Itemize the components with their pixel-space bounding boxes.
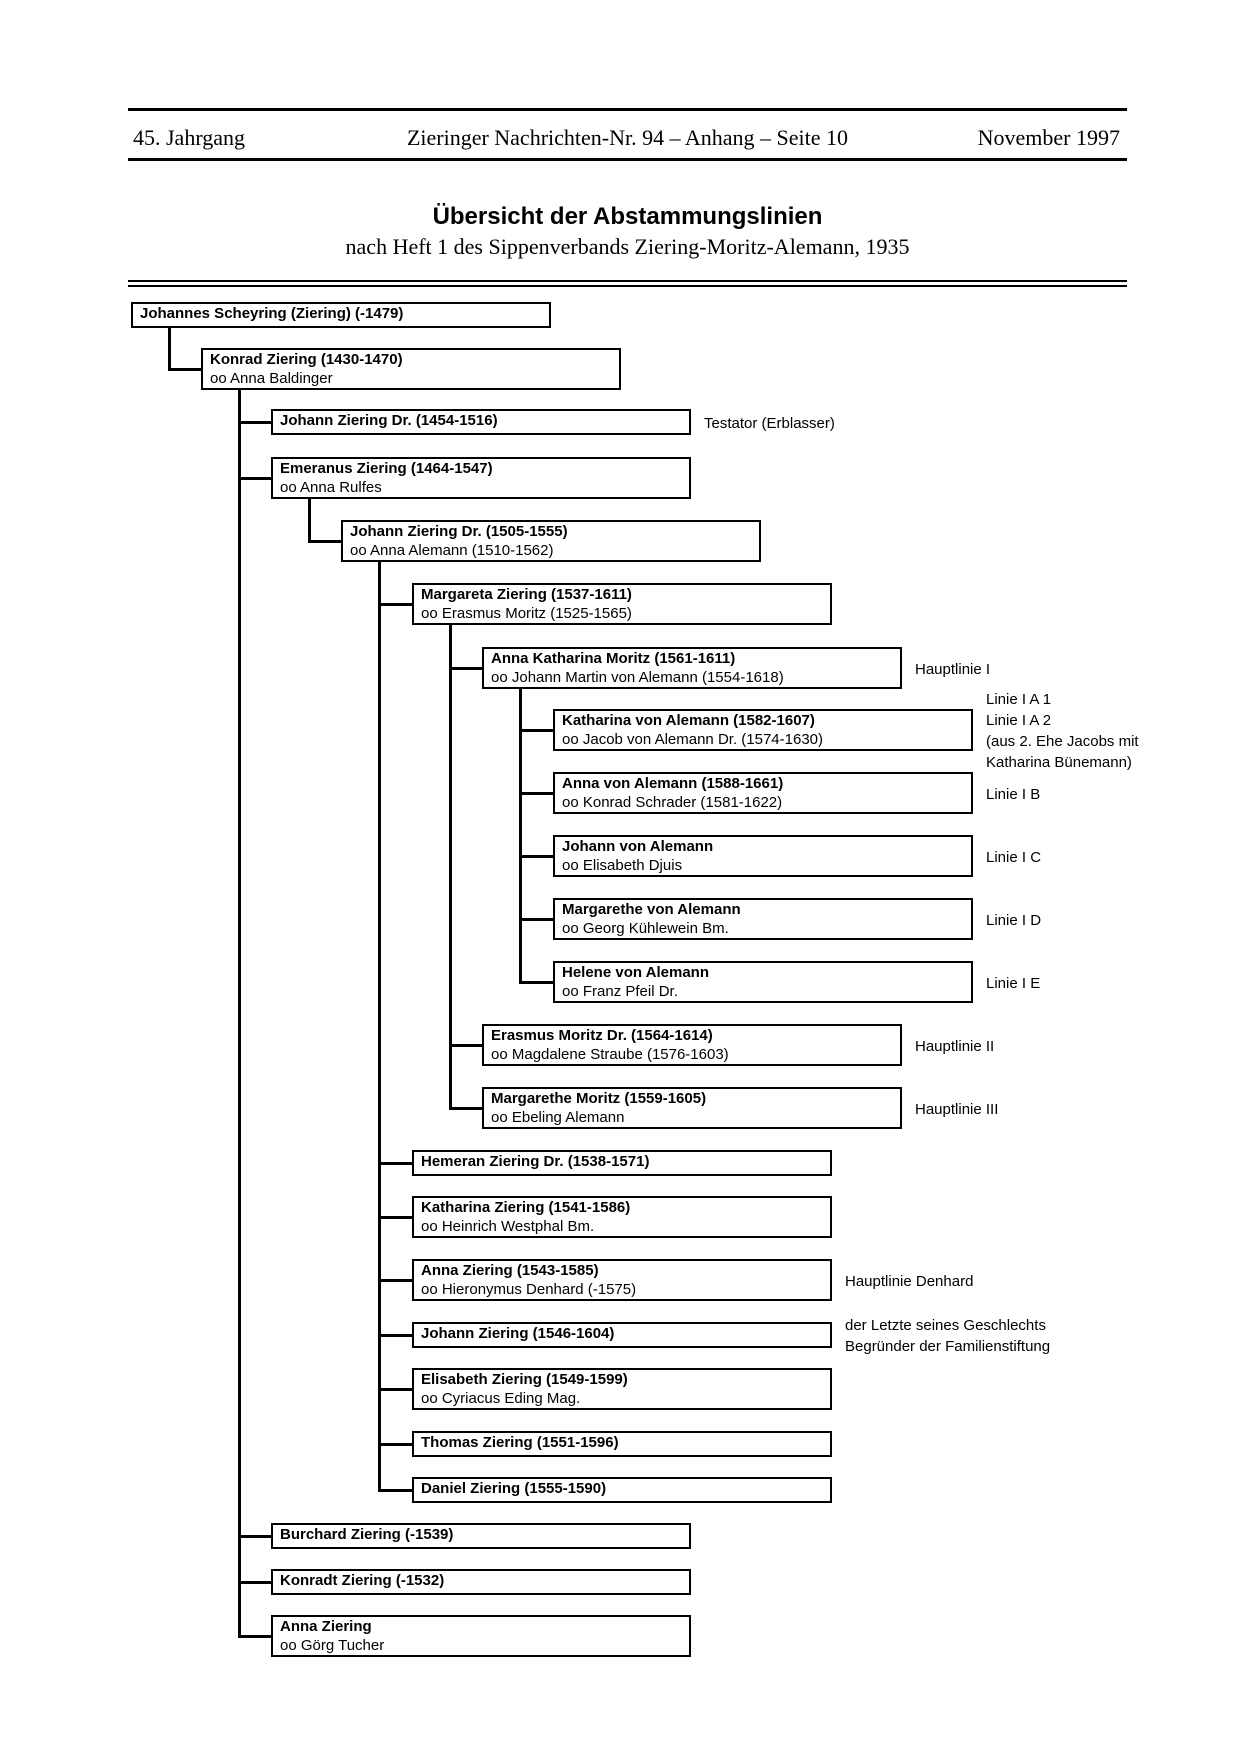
connector-descent-line (519, 688, 522, 984)
connector-child-stub (378, 1489, 412, 1492)
person-spouse: oo Konrad Schrader (1581-1622) (562, 793, 783, 811)
person-name: Thomas Ziering (1551-1596) (421, 1434, 619, 1451)
side-label-margarethe-moritz (915, 1099, 998, 1120)
connector-child-stub (519, 792, 553, 795)
connector-child-stub (238, 421, 271, 424)
tree-node-anna-von-alemann (553, 772, 973, 814)
person-spouse: oo Görg Tucher (280, 1636, 385, 1654)
header-issue: Zieringer Nachrichten-Nr. 94 – Anhang – Seite 10 (406, 125, 849, 150)
connector-child-stub (308, 540, 341, 543)
side-label-johann-ziering-1454 (704, 413, 835, 434)
side-label-katharina-von-alemann (986, 689, 1139, 773)
connector-descent-line (449, 624, 452, 1110)
side-label-line: Linie I B (986, 786, 1041, 803)
tree-node-thomas-ziering (412, 1431, 832, 1457)
side-label-line: Linie I A 1 (986, 691, 1052, 708)
person-name: Johann Ziering Dr. (1505-1555) (350, 523, 568, 540)
tree-node-anna-ziering-tucher (271, 1615, 691, 1657)
person-name: Margareta Ziering (1537-1611) (421, 586, 632, 603)
tree-node-daniel-ziering (412, 1477, 832, 1503)
side-label-line: Hauptlinie III (915, 1101, 999, 1118)
tree-node-katharina-von-alemann (553, 709, 973, 751)
person-name: Johannes Scheyring (Ziering) (-1479) (140, 305, 404, 322)
side-label-line: Linie I D (986, 912, 1042, 929)
tree-node-hemeran-ziering (412, 1150, 832, 1176)
person-name: Konradt Ziering (-1532) (280, 1572, 445, 1589)
person-name: Emeranus Ziering (1464-1547) (280, 460, 493, 477)
tree-node-johannes-scheyring (131, 302, 551, 328)
tree-node-johann-ziering-1454 (271, 409, 691, 435)
tree-node-margarethe-von-alemann (553, 898, 973, 940)
connector-child-stub (378, 1162, 412, 1165)
connector-descent-line (168, 327, 171, 371)
person-spouse: oo Jacob von Alemann Dr. (1574-1630) (562, 730, 823, 748)
side-label-line: Linie I A 2 (986, 712, 1052, 729)
person-name: Margarethe Moritz (1559-1605) (491, 1090, 707, 1107)
connector-child-stub (168, 368, 201, 371)
tree-node-margarethe-moritz (482, 1087, 902, 1129)
side-label-anna-von-alemann (986, 784, 1040, 805)
person-name: Katharina von Alemann (1582-1607) (562, 712, 815, 729)
page-subtitle: nach Heft 1 des Sippenverbands Ziering-Moritz-Alemann, 1935 (345, 234, 910, 259)
person-name: Konrad Ziering (1430-1470) (210, 351, 403, 368)
connector-child-stub (378, 1334, 412, 1337)
connector-child-stub (238, 1635, 271, 1638)
side-label-line: (aus 2. Ehe Jacobs mit (986, 733, 1139, 750)
side-label-line: Hauptlinie I (915, 661, 991, 678)
side-label-helene-von-alemann (986, 973, 1040, 994)
connector-child-stub (378, 1388, 412, 1391)
tree-node-margareta-ziering (412, 583, 832, 625)
person-name: Elisabeth Ziering (1549-1599) (421, 1371, 628, 1388)
person-name: Helene von Alemann (562, 964, 709, 981)
connector-child-stub (238, 1535, 271, 1538)
side-label-line: Hauptlinie Denhard (845, 1273, 974, 1290)
tree-node-johann-ziering-1546 (412, 1322, 832, 1348)
tree-node-anna-ziering-1543 (412, 1259, 832, 1301)
person-spouse: oo Elisabeth Djuis (562, 856, 683, 874)
person-name: Daniel Ziering (1555-1590) (421, 1480, 607, 1497)
connector-descent-line (378, 561, 381, 1492)
tree-node-emeranus-ziering (271, 457, 691, 499)
connector-child-stub (519, 918, 553, 921)
person-spouse: oo Georg Kühlewein Bm. (562, 919, 729, 937)
connector-child-stub (449, 667, 482, 670)
person-name: Anna Katharina Moritz (1561-1611) (491, 650, 736, 667)
tree-node-anna-katharina-moritz (482, 647, 902, 689)
connector-child-stub (449, 1107, 482, 1110)
connector-child-stub (378, 603, 412, 606)
tree-node-johann-ziering-1505 (341, 520, 761, 562)
tree-node-elisabeth-ziering (412, 1368, 832, 1410)
tree-node-konradt-ziering (271, 1569, 691, 1595)
person-name: Johann von Alemann (562, 838, 714, 855)
side-label-line: Linie I C (986, 849, 1042, 866)
person-spouse: oo Hieronymus Denhard (-1575) (421, 1280, 637, 1298)
side-label-line: Hauptlinie II (915, 1038, 995, 1055)
connector-child-stub (238, 477, 271, 480)
person-name: Burchard Ziering (-1539) (280, 1526, 454, 1543)
connector-child-stub (519, 729, 553, 732)
person-spouse: oo Ebeling Alemann (491, 1108, 625, 1126)
person-name: Anna Ziering (280, 1618, 372, 1635)
connector-child-stub (449, 1044, 482, 1047)
person-spouse: oo Johann Martin von Alemann (1554-1618) (491, 668, 784, 686)
side-label-johann-ziering-1546 (845, 1315, 1050, 1357)
connector-descent-line (308, 498, 311, 543)
connector-child-stub (519, 981, 553, 984)
header-volume: 45. Jahrgang (133, 125, 246, 150)
side-label-anna-ziering-1543 (845, 1271, 973, 1292)
person-name: Erasmus Moritz Dr. (1564-1614) (491, 1027, 713, 1044)
person-name: Margarethe von Alemann (562, 901, 741, 918)
person-name: Katharina Ziering (1541-1586) (421, 1199, 631, 1216)
side-label-line: Testator (Erblasser) (704, 415, 835, 432)
person-spouse: oo Anna Rulfes (280, 478, 382, 496)
tree-node-konrad-ziering (201, 348, 621, 390)
side-label-johann-von-alemann (986, 847, 1041, 868)
person-spouse: oo Franz Pfeil Dr. (562, 982, 678, 1000)
person-spouse: oo Erasmus Moritz (1525-1565) (421, 604, 632, 622)
connector-child-stub (378, 1279, 412, 1282)
tree-node-burchard-ziering (271, 1523, 691, 1549)
person-name: Anna von Alemann (1588-1661) (562, 775, 784, 792)
person-spouse: oo Cyriacus Eding Mag. (421, 1389, 581, 1407)
person-name: Johann Ziering Dr. (1454-1516) (280, 412, 498, 429)
page-title: Übersicht der Abstammungslinien (432, 203, 823, 230)
connector-descent-line (238, 389, 241, 1638)
header-date: November 1997 (977, 125, 1120, 150)
person-name: Johann Ziering (1546-1604) (421, 1325, 615, 1342)
side-label-erasmus-moritz (915, 1036, 994, 1057)
connector-child-stub (519, 855, 553, 858)
person-spouse: oo Anna Alemann (1510-1562) (350, 541, 554, 559)
side-label-line: Katharina Bünemann) (986, 754, 1132, 771)
side-label-line: Linie I E (986, 975, 1041, 992)
side-label-anna-katharina-moritz (915, 659, 990, 680)
tree-node-johann-von-alemann (553, 835, 973, 877)
connector-child-stub (378, 1443, 412, 1446)
tree-node-erasmus-moritz (482, 1024, 902, 1066)
tree-node-helene-von-alemann (553, 961, 973, 1003)
connector-child-stub (378, 1216, 412, 1219)
person-name: Anna Ziering (1543-1585) (421, 1262, 599, 1279)
connector-child-stub (238, 1581, 271, 1584)
person-spouse: oo Magdalene Straube (1576-1603) (491, 1045, 729, 1063)
person-spouse: oo Heinrich Westphal Bm. (421, 1217, 595, 1235)
side-label-margarethe-von-alemann (986, 910, 1041, 931)
tree-node-katharina-ziering (412, 1196, 832, 1238)
person-spouse: oo Anna Baldinger (210, 369, 333, 387)
side-label-line: Begründer der Familienstiftung (845, 1338, 1051, 1355)
person-name: Hemeran Ziering Dr. (1538-1571) (421, 1153, 650, 1170)
side-label-line: der Letzte seines Geschlechts (845, 1317, 1046, 1334)
